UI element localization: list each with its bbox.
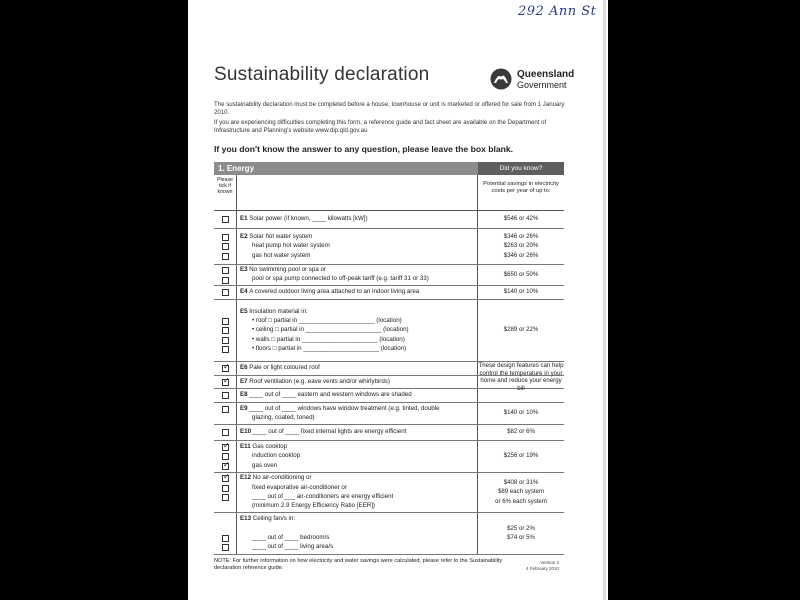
savings-value: or 6% each system <box>495 497 547 505</box>
row-line <box>240 232 472 241</box>
savings-value: $82 or 6% <box>507 428 535 436</box>
row-code: E13 <box>240 515 253 523</box>
scan-edge <box>603 0 606 600</box>
version-info <box>526 560 559 572</box>
row-description <box>240 377 472 386</box>
row-savings <box>478 427 564 436</box>
row-savings <box>478 214 564 223</box>
section-header <box>214 162 564 175</box>
energy-row-e4 <box>214 285 564 300</box>
footnote: NOTE: For further information on how electricity and water savings were calculated, please refer to the Sustainability declaration reference guide. <box>214 558 503 571</box>
energy-row-e2 <box>214 228 564 265</box>
tick-column-header: Please tick if known <box>217 177 233 195</box>
row-line <box>240 514 472 523</box>
row-code: E11 <box>240 443 253 451</box>
row-code: E3 <box>240 266 250 274</box>
tick-checkbox[interactable] <box>222 365 229 372</box>
row-description <box>240 473 472 510</box>
tick-checkbox[interactable] <box>222 234 229 241</box>
row-savings <box>478 287 564 296</box>
queensland-government-logo <box>490 66 580 94</box>
row-savings <box>478 524 564 543</box>
row-savings <box>478 232 564 260</box>
energy-row-e9 <box>214 402 564 425</box>
tick-checkbox[interactable] <box>222 475 229 482</box>
row-line: heat pump hot water system <box>252 242 330 250</box>
row-savings <box>478 325 564 334</box>
row-text: No air-conditioning or <box>252 474 312 482</box>
row-text: A covered outdoor living area attached to an indoor living area <box>249 288 420 296</box>
tick-checkbox[interactable] <box>222 429 229 436</box>
row-code: E4 <box>240 288 250 296</box>
tick-checkbox[interactable] <box>222 327 229 334</box>
version-date: 4 February 2010 <box>526 566 560 571</box>
row-description <box>240 442 472 470</box>
row-text: Solar hot water system <box>249 233 313 241</box>
savings-value: $89 each system <box>497 488 545 496</box>
tick-checkbox[interactable] <box>222 318 229 325</box>
row-line <box>240 287 472 296</box>
row-description <box>240 404 472 423</box>
row-description <box>240 427 472 436</box>
savings-value: $346 or 26% <box>503 233 539 241</box>
tick-checkbox[interactable] <box>222 216 229 223</box>
energy-row-e12 <box>214 472 564 513</box>
energy-table <box>214 162 564 554</box>
did-you-know-header: Did you know? <box>478 162 564 175</box>
savings-value: $140 or 10% <box>503 288 539 296</box>
row-savings <box>478 451 564 460</box>
savings-value: $74 or 5% <box>507 533 535 541</box>
version-label: Version 2 <box>540 560 560 565</box>
savings-value: $408 or 31% <box>503 479 539 487</box>
row-description <box>240 363 472 372</box>
tick-checkbox[interactable] <box>222 392 229 399</box>
row-line: • floors □ partial in ______________________ (location) <box>252 344 407 352</box>
savings-value: $263 or 20% <box>503 242 539 250</box>
row-line: (minimum 2.9 Energy Efficiency Ratio [EER]) <box>252 502 375 510</box>
row-description <box>240 514 472 551</box>
row-line <box>240 427 472 436</box>
row-line: • walls □ partial in ______________________ (location) <box>252 335 405 343</box>
tick-checkbox[interactable] <box>222 337 229 344</box>
savings-value: $346 or 26% <box>503 251 539 259</box>
row-code: E8 <box>240 391 250 399</box>
row-line <box>240 442 472 451</box>
row-line: glazing, coated, toned) <box>252 413 315 421</box>
tick-checkbox[interactable] <box>222 406 229 413</box>
tick-checkbox[interactable] <box>222 346 229 353</box>
column-header-row <box>214 175 564 211</box>
row-line <box>240 390 472 399</box>
row-code: E5 <box>240 307 250 315</box>
energy-row-e1 <box>214 210 564 229</box>
row-line: • roof □ partial in ______________________ (location) <box>252 317 402 325</box>
row-code: E7 <box>240 377 250 385</box>
row-code: E10 <box>240 428 253 436</box>
row-line <box>240 377 472 386</box>
logo-line2: Government <box>517 80 567 90</box>
row-line: • ceiling □ partial in ______________________ (location) <box>252 326 409 334</box>
row-text: Roof ventilation (e.g. eave vents and/or whirlybirds) <box>249 377 390 385</box>
tick-checkbox[interactable] <box>222 379 229 386</box>
declaration-page <box>188 0 608 600</box>
energy-row-e13 <box>214 512 564 555</box>
row-text: Ceiling fan/s in: <box>252 515 296 523</box>
row-text: ____ out of ____ eastern and western windows are shaded <box>249 391 412 399</box>
savings-value: $546 or 42% <box>503 215 539 223</box>
row-text: No swimming pool or spa or <box>249 266 326 274</box>
row-description <box>240 265 472 284</box>
row-line <box>240 473 472 482</box>
savings-value: These design features can help control the temperature in your home and reduce your energy bill <box>478 362 564 392</box>
row-code: E2 <box>240 233 250 241</box>
savings-value: $140 or 10% <box>503 409 539 417</box>
row-line: ____ out of ____ living area/s <box>252 543 334 551</box>
savings-column-header: Potential savings in electricity costs per year of up to: <box>483 181 559 194</box>
row-line <box>240 363 472 372</box>
row-line: fixed evaporative air-conditioner or <box>252 483 347 491</box>
row-line <box>240 524 472 533</box>
intro-paragraph: If you are experiencing difficulties completing this form, a reference guide and fact sheet are available on the Department of Infrastructure and Planning's website www.dip.qld.gov.au <box>214 119 547 134</box>
row-line <box>240 307 472 316</box>
row-description <box>240 307 472 353</box>
row-description <box>240 390 472 399</box>
row-text: ____ out of ____ windows have window treatment (e.g. tinted, double <box>249 404 440 412</box>
energy-row-e5 <box>214 299 564 362</box>
intro-text <box>214 101 580 137</box>
row-savings <box>478 408 564 417</box>
row-code: E6 <box>240 364 250 372</box>
row-code: E1 <box>240 215 250 223</box>
row-line: pool or spa pump connected to off-peak tariff (e.g. tariff 31 or 33) <box>252 275 429 283</box>
energy-row-e8 <box>214 388 564 403</box>
section-title: 1. Energy <box>218 164 255 173</box>
tick-checkbox[interactable] <box>222 544 229 551</box>
energy-row-e11 <box>214 440 564 473</box>
row-savings <box>478 478 564 506</box>
tick-checkbox[interactable] <box>222 463 229 470</box>
row-line: gas hot water system <box>252 251 311 259</box>
row-savings <box>478 270 564 279</box>
row-line <box>240 214 472 223</box>
tick-checkbox[interactable] <box>222 444 229 451</box>
tick-checkbox[interactable] <box>222 289 229 296</box>
tick-checkbox[interactable] <box>222 535 229 542</box>
row-text: Gas cooktop <box>252 443 288 451</box>
row-line <box>240 265 472 274</box>
qld-emblem-icon <box>490 68 512 90</box>
row-line <box>240 404 472 413</box>
savings-value: $25 or 2% <box>507 524 535 532</box>
row-description <box>240 287 472 296</box>
energy-row-e3 <box>214 264 564 286</box>
row-text: ____ out of ____ fixed internal lights are energy efficient <box>252 428 407 436</box>
savings-value: $256 or 19% <box>503 452 539 460</box>
intro-paragraph: The sustainability declaration must be completed before a house, townhouse or unit is marketed or offered for sale from 1 January 2010. <box>214 101 565 116</box>
handwritten-address: 292 Ann St <box>518 4 597 19</box>
row-text: Insulation material in: <box>249 307 308 315</box>
tick-checkbox[interactable] <box>222 277 229 284</box>
row-line: induction cooktop <box>252 452 301 460</box>
row-description <box>240 214 472 223</box>
savings-value: $289 or 22% <box>503 326 539 334</box>
savings-value: $650 or 50% <box>503 270 539 278</box>
tick-checkbox[interactable] <box>222 267 229 274</box>
row-line: gas oven <box>252 461 278 469</box>
page-title: Sustainability declaration <box>214 64 430 85</box>
row-code: E9 <box>240 404 250 412</box>
tick-checkbox[interactable] <box>222 485 229 492</box>
row-line: ____ out of ___ air-conditioners are energy efficient <box>252 492 394 500</box>
row-line: ____ out of ____ bedroom/s <box>252 533 330 541</box>
row-text: Solar power (if known, ____ kilowatts [kW]) <box>249 215 368 223</box>
logo-line1: Queensland <box>517 69 575 80</box>
tick-checkbox[interactable] <box>222 494 229 501</box>
row-description <box>240 232 472 260</box>
tick-checkbox[interactable] <box>222 243 229 250</box>
tick-checkbox[interactable] <box>222 253 229 260</box>
row-text: Pale or light coloured roof <box>249 364 320 372</box>
energy-row-e10 <box>214 424 564 441</box>
instruction: If you don't know the answer to any question, please leave the box blank. <box>214 144 514 154</box>
row-code: E12 <box>240 474 253 482</box>
